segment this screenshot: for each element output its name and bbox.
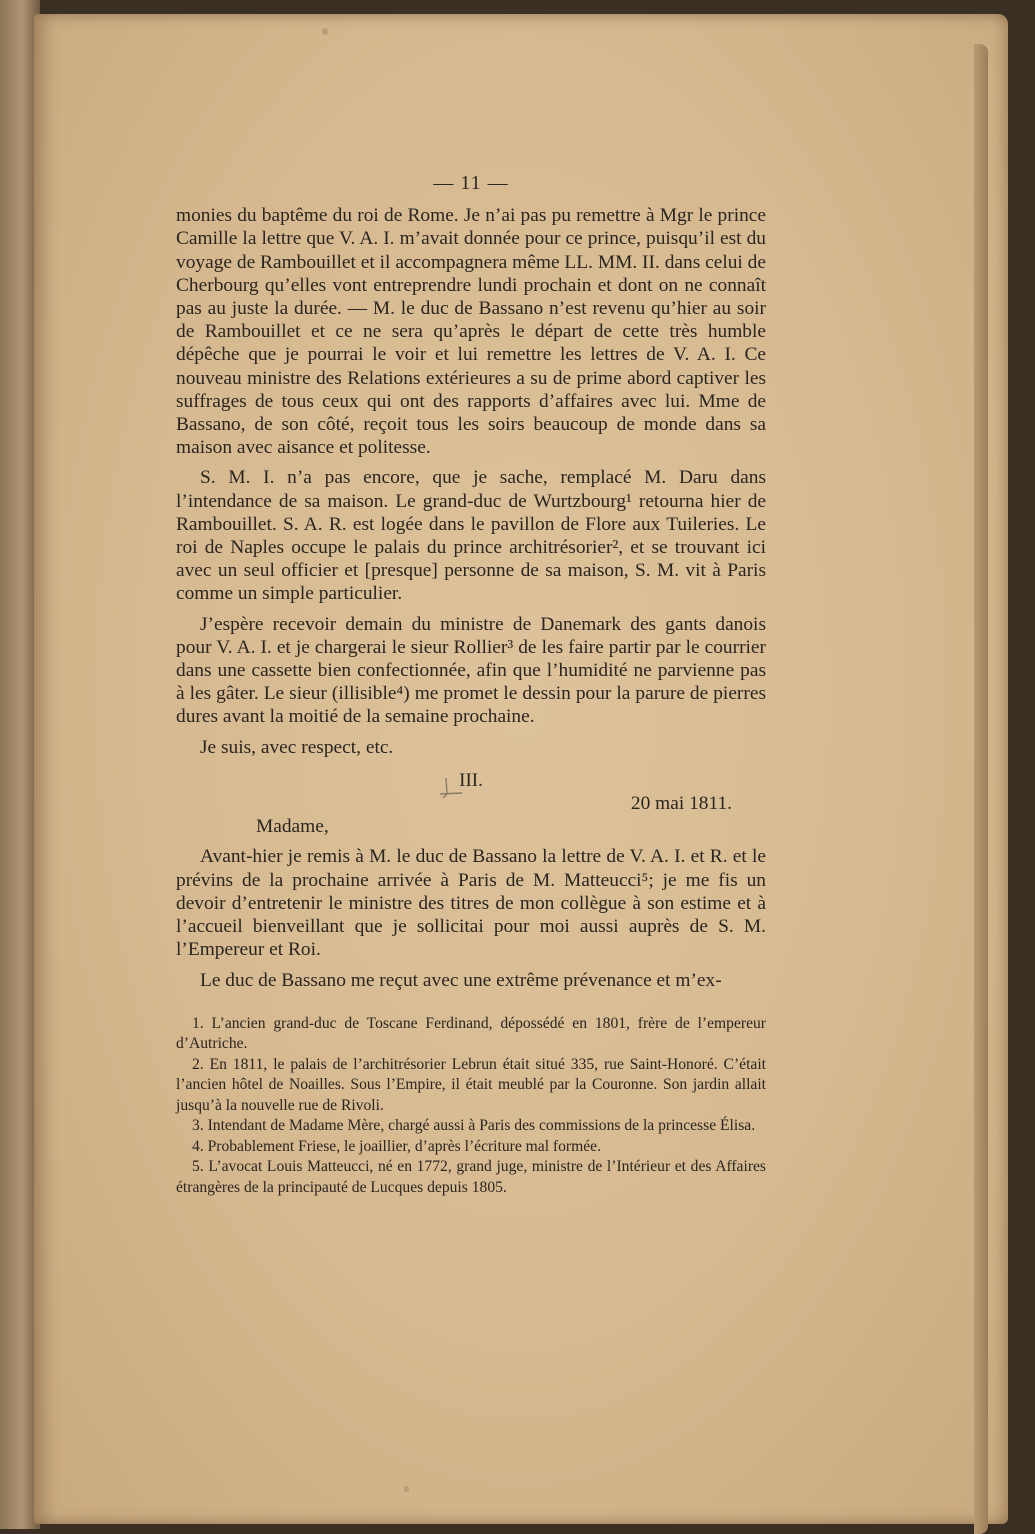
paragraph: monies du baptême du roi de Rome. Je n’ai pas pu remettre à Mgr le prince Camille la lettre que V. A. I. m’avait donnée pour ce prince, puisqu’il est du voyage de Rambouillet et il accompagnera même LL. MM. II. dans celui de Cherbourg qu’elles vont entreprendre lundi prochain et dont on ne connaît pas au juste la durée. — M. le duc de Bassano n’est revenu qu’hier au soir de Rambouillet et ce ne sera qu’après le départ de cette très humble dépêche que je pourrai le voir et lui remettre les lettres de V. A. I. Ce nouveau ministre des Relations extérieures a su de prime abord captiver les suffrages de tous ceux qui ont des rapports d’affaires avec lui. Mme de Bassano, de son côté, reçoit tous les soirs beaucoup de monde dans sa maison avec aisance et politesse.	[176, 205, 766, 459]
page-stack-edge	[974, 44, 988, 1534]
footnote: 2. En 1811, le palais de l’architrésorier Lebrun était situé 335, rue Saint-Honoré. C’était l’ancien hôtel de Noailles. Sous l’Empire, il était meublé par la Couronne. Son jardin allait jusqu’à la nouvelle rue de Rivoli.	[176, 1055, 766, 1114]
closing-line: Je suis, avec respect, etc.	[200, 736, 394, 758]
footnotes	[176, 1014, 766, 1199]
footnote: 4. Probablement Friese, le joaillier, d’après l’écriture mal formée.	[192, 1137, 601, 1155]
section-number: III.	[459, 769, 483, 791]
paragraph: Avant-hier je remis à M. le duc de Bassano la lettre de V. A. I. et R. et le prévins de la prochaine arrivée à Paris de M. Matteucci⁵; je me fis un devoir d’entretenir le ministre des titres de mon collègue à son estime et à l’accueil bienveillant que je sollicitai pour moi aussi auprès de S. M. l’Empereur et Roi.	[176, 846, 766, 961]
salutation: Madame,	[256, 816, 329, 838]
paper-spot	[322, 28, 328, 35]
page-number: — 11 —	[433, 172, 509, 194]
page-text	[176, 172, 766, 1198]
footnote: 3. Intendant de Madame Mère, chargé aussi à Paris des commissions de la princesse Élisa.	[192, 1117, 756, 1135]
paragraph: Le duc de Bassano me reçut avec une extrême prévenance et m’ex-	[200, 969, 722, 991]
paragraph: J’espère recevoir demain du ministre de Danemark des gants danois pour V. A. I. et je chargerai le sieur Rollier³ de les faire partir par le courrier dans une cassette bien confectionnée, afin que l’humidité ne parvienne pas à les gâter. Le sieur (illisible⁴) me promet le dessin pour la parure de pierres dures avant la moitié de la semaine prochaine.	[176, 613, 766, 728]
letter-date: 20 mai 1811.	[630, 793, 732, 815]
footnote: 5. L’avocat Louis Matteucci, né en 1772, grand juge, ministre de l’Intérieur et des Affaires étrangères de la principauté de Lucques depuis 1805.	[176, 1158, 766, 1196]
paper-spot	[404, 1486, 409, 1492]
paragraph: S. M. I. n’a pas encore, que je sache, remplacé M. Daru dans l’intendance de sa maison. Le grand-duc de Wurtzbourg¹ retourna hier de Rambouillet. S. A. R. est logée dans le pavillon de Flore aux Tuileries. Le roi de Naples occupe le palais du prince architrésorier², et se trouvant ici avec un seul officier et [presque] personne de sa maison, S. M. vit à Paris comme un simple particulier.	[176, 467, 766, 605]
footnote: 1. L’ancien grand-duc de Toscane Ferdinand, dépossédé en 1801, frère de l’empereur d’Autriche.	[176, 1014, 766, 1053]
